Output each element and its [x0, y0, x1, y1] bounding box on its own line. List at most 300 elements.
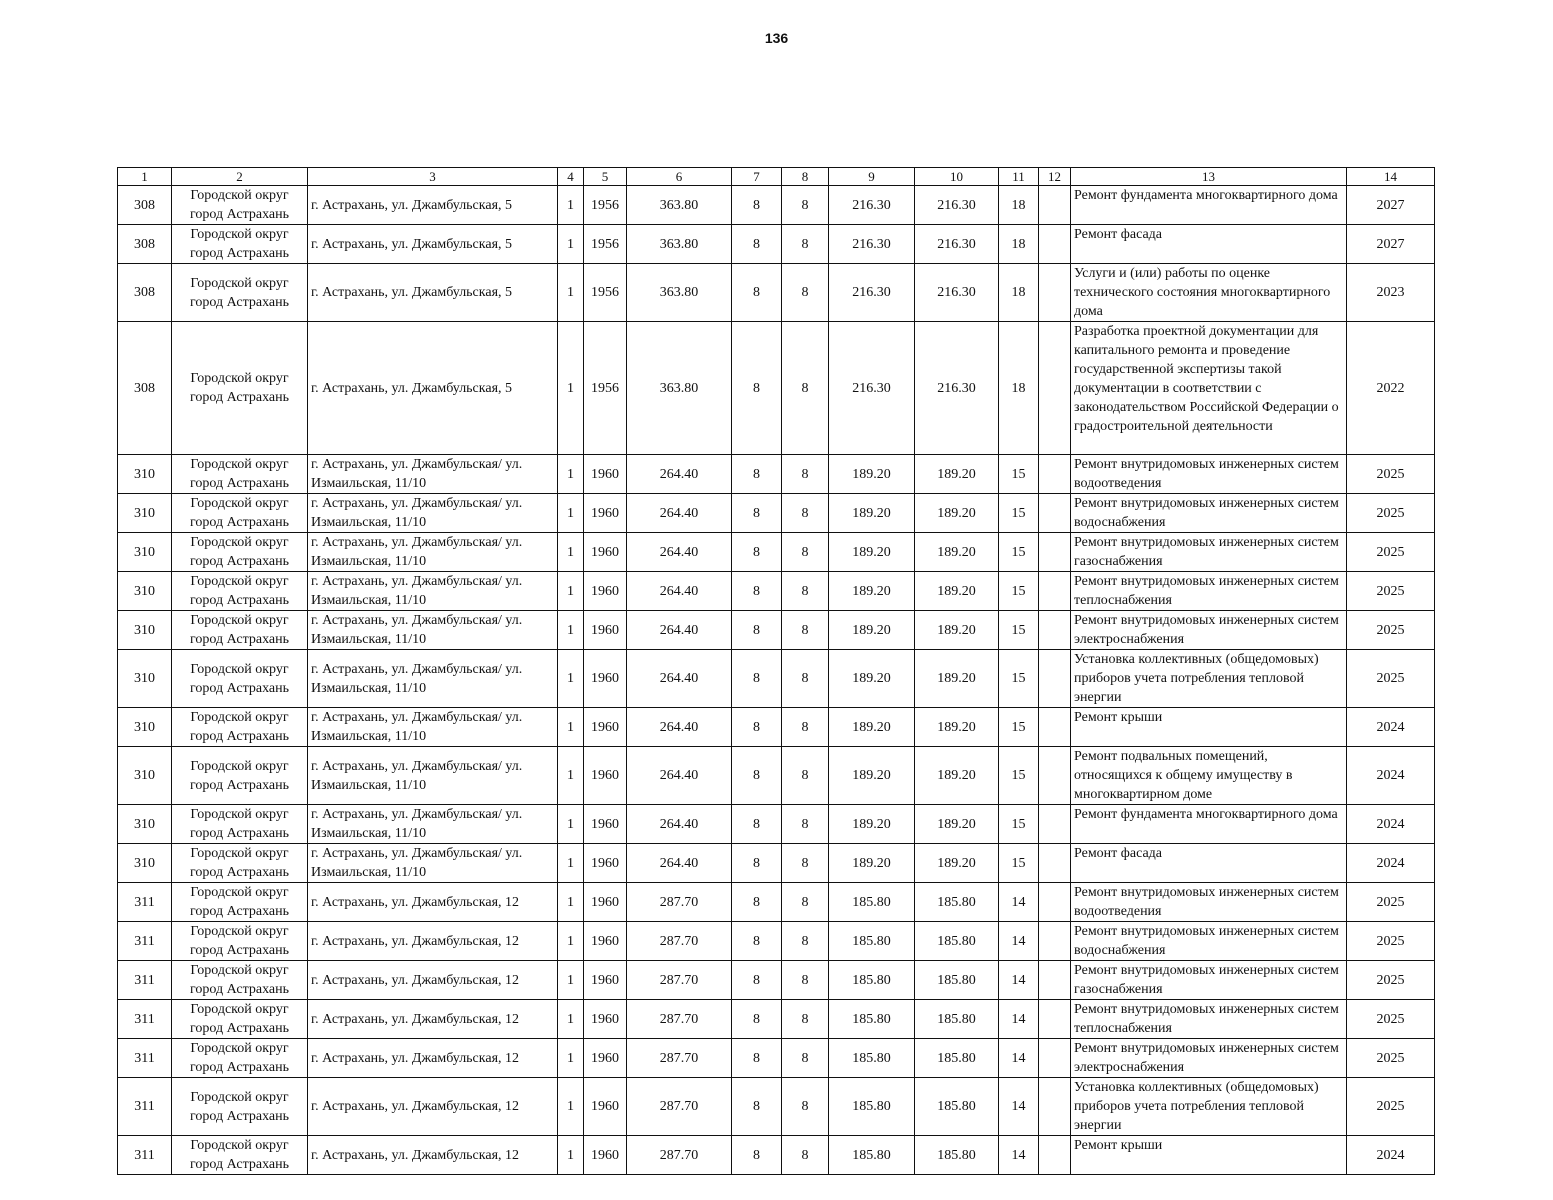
municipality-cell: Городской округ город Астрахань [172, 455, 308, 494]
row-number: 308 [118, 186, 172, 225]
col11-cell: 14 [999, 883, 1039, 922]
col8-cell: 8 [782, 1078, 829, 1136]
area-cell: 264.40 [627, 650, 732, 708]
col8-cell: 8 [782, 747, 829, 805]
year-built-cell: 1960 [584, 1136, 627, 1175]
col11-cell: 14 [999, 1136, 1039, 1175]
col12-cell [1039, 922, 1071, 961]
col9-cell: 189.20 [829, 844, 915, 883]
col11-cell: 15 [999, 747, 1039, 805]
col11-cell: 15 [999, 455, 1039, 494]
row-number: 311 [118, 1136, 172, 1175]
table-row [118, 186, 1435, 225]
col9-cell: 185.80 [829, 961, 915, 1000]
row-number: 310 [118, 650, 172, 708]
area-cell: 264.40 [627, 747, 732, 805]
address-cell: г. Астрахань, ул. Джамбульская, 12 [308, 1039, 558, 1078]
planned-year-cell: 2025 [1347, 572, 1435, 611]
col11-cell: 18 [999, 322, 1039, 455]
col11-cell: 15 [999, 708, 1039, 747]
area-cell: 287.70 [627, 1078, 732, 1136]
col8-cell: 8 [782, 494, 829, 533]
year-built-cell: 1960 [584, 708, 627, 747]
col7-cell: 8 [732, 844, 782, 883]
col10-cell: 185.80 [915, 1039, 999, 1078]
work-type-cell: Ремонт внутридомовых инженерных систем газоснабжения [1071, 961, 1347, 1000]
table-row [118, 805, 1435, 844]
table-row [118, 494, 1435, 533]
table-row [118, 961, 1435, 1000]
year-built-cell: 1960 [584, 455, 627, 494]
area-cell: 264.40 [627, 708, 732, 747]
area-cell: 287.70 [627, 1039, 732, 1078]
col4-cell: 1 [558, 572, 584, 611]
col12-cell [1039, 322, 1071, 455]
column-header-7: 7 [732, 168, 782, 186]
row-number: 310 [118, 611, 172, 650]
municipality-cell: Городской округ город Астрахань [172, 747, 308, 805]
col9-cell: 185.80 [829, 922, 915, 961]
row-number: 311 [118, 961, 172, 1000]
col9-cell: 189.20 [829, 650, 915, 708]
year-built-cell: 1960 [584, 747, 627, 805]
col11-cell: 15 [999, 844, 1039, 883]
column-header-6: 6 [627, 168, 732, 186]
planned-year-cell: 2027 [1347, 225, 1435, 264]
col4-cell: 1 [558, 805, 584, 844]
address-cell: г. Астрахань, ул. Джамбульская/ ул. Измаильская, 11/10 [308, 533, 558, 572]
table-row [118, 322, 1435, 455]
address-cell: г. Астрахань, ул. Джамбульская/ ул. Измаильская, 11/10 [308, 650, 558, 708]
col11-cell: 18 [999, 186, 1039, 225]
address-cell: г. Астрахань, ул. Джамбульская/ ул. Измаильская, 11/10 [308, 747, 558, 805]
col10-cell: 185.80 [915, 1136, 999, 1175]
col4-cell: 1 [558, 922, 584, 961]
planned-year-cell: 2025 [1347, 1000, 1435, 1039]
col7-cell: 8 [732, 708, 782, 747]
col9-cell: 185.80 [829, 1039, 915, 1078]
address-cell: г. Астрахань, ул. Джамбульская/ ул. Измаильская, 11/10 [308, 805, 558, 844]
column-header-1: 1 [118, 168, 172, 186]
address-cell: г. Астрахань, ул. Джамбульская, 12 [308, 1078, 558, 1136]
municipality-cell: Городской округ город Астрахань [172, 708, 308, 747]
work-type-cell: Ремонт внутридомовых инженерных систем электроснабжения [1071, 611, 1347, 650]
col10-cell: 189.20 [915, 533, 999, 572]
col7-cell: 8 [732, 264, 782, 322]
page-number: 136 [764, 30, 789, 46]
col12-cell [1039, 455, 1071, 494]
col11-cell: 14 [999, 922, 1039, 961]
header-row [118, 168, 1435, 186]
col8-cell: 8 [782, 650, 829, 708]
address-cell: г. Астрахань, ул. Джамбульская/ ул. Измаильская, 11/10 [308, 455, 558, 494]
col8-cell: 8 [782, 611, 829, 650]
col12-cell [1039, 1000, 1071, 1039]
area-cell: 264.40 [627, 611, 732, 650]
col10-cell: 189.20 [915, 494, 999, 533]
table-row [118, 747, 1435, 805]
work-type-cell: Ремонт внутридомовых инженерных систем водоснабжения [1071, 922, 1347, 961]
municipality-cell: Городской округ город Астрахань [172, 883, 308, 922]
col4-cell: 1 [558, 650, 584, 708]
col9-cell: 216.30 [829, 186, 915, 225]
col8-cell: 8 [782, 572, 829, 611]
table-row [118, 650, 1435, 708]
col9-cell: 185.80 [829, 1136, 915, 1175]
col7-cell: 8 [732, 533, 782, 572]
work-type-cell: Ремонт внутридомовых инженерных систем теплоснабжения [1071, 1000, 1347, 1039]
year-built-cell: 1956 [584, 186, 627, 225]
planned-year-cell: 2025 [1347, 922, 1435, 961]
col9-cell: 189.20 [829, 805, 915, 844]
table-row [118, 922, 1435, 961]
col7-cell: 8 [732, 650, 782, 708]
planned-year-cell: 2025 [1347, 883, 1435, 922]
col10-cell: 189.20 [915, 805, 999, 844]
table-row [118, 455, 1435, 494]
col11-cell: 15 [999, 650, 1039, 708]
col10-cell: 189.20 [915, 650, 999, 708]
area-cell: 264.40 [627, 533, 732, 572]
column-header-3: 3 [308, 168, 558, 186]
col4-cell: 1 [558, 494, 584, 533]
year-built-cell: 1960 [584, 1000, 627, 1039]
planned-year-cell: 2025 [1347, 1078, 1435, 1136]
column-header-13: 13 [1071, 168, 1347, 186]
col11-cell: 15 [999, 805, 1039, 844]
col7-cell: 8 [732, 805, 782, 844]
municipality-cell: Городской округ город Астрахань [172, 186, 308, 225]
col9-cell: 185.80 [829, 883, 915, 922]
col8-cell: 8 [782, 264, 829, 322]
municipality-cell: Городской округ город Астрахань [172, 264, 308, 322]
row-number: 308 [118, 264, 172, 322]
col4-cell: 1 [558, 747, 584, 805]
row-number: 311 [118, 883, 172, 922]
col9-cell: 189.20 [829, 747, 915, 805]
col11-cell: 15 [999, 572, 1039, 611]
table-row [118, 611, 1435, 650]
municipality-cell: Городской округ город Астрахань [172, 494, 308, 533]
col4-cell: 1 [558, 883, 584, 922]
year-built-cell: 1960 [584, 1039, 627, 1078]
area-cell: 287.70 [627, 883, 732, 922]
area-cell: 264.40 [627, 455, 732, 494]
address-cell: г. Астрахань, ул. Джамбульская, 5 [308, 186, 558, 225]
row-number: 311 [118, 1000, 172, 1039]
area-cell: 287.70 [627, 922, 732, 961]
col9-cell: 185.80 [829, 1000, 915, 1039]
column-header-11: 11 [999, 168, 1039, 186]
col4-cell: 1 [558, 225, 584, 264]
col4-cell: 1 [558, 1000, 584, 1039]
table-row [118, 1039, 1435, 1078]
col4-cell: 1 [558, 322, 584, 455]
col9-cell: 216.30 [829, 225, 915, 264]
col9-cell: 189.20 [829, 455, 915, 494]
municipality-cell: Городской округ город Астрахань [172, 611, 308, 650]
table-row [118, 264, 1435, 322]
municipality-cell: Городской округ город Астрахань [172, 922, 308, 961]
col10-cell: 216.30 [915, 264, 999, 322]
area-cell: 287.70 [627, 961, 732, 1000]
municipality-cell: Городской округ город Астрахань [172, 533, 308, 572]
col10-cell: 189.20 [915, 747, 999, 805]
col7-cell: 8 [732, 225, 782, 264]
area-cell: 264.40 [627, 572, 732, 611]
work-type-cell: Услуги и (или) работы по оценке технического состояния многоквартирного дома [1071, 264, 1347, 322]
col7-cell: 8 [732, 1039, 782, 1078]
address-cell: г. Астрахань, ул. Джамбульская/ ул. Измаильская, 11/10 [308, 708, 558, 747]
capital-repair-table [117, 167, 1435, 1175]
col12-cell [1039, 883, 1071, 922]
col12-cell [1039, 611, 1071, 650]
col10-cell: 185.80 [915, 1078, 999, 1136]
col8-cell: 8 [782, 533, 829, 572]
col10-cell: 189.20 [915, 708, 999, 747]
table-row [118, 883, 1435, 922]
col8-cell: 8 [782, 1000, 829, 1039]
col7-cell: 8 [732, 922, 782, 961]
col12-cell [1039, 961, 1071, 1000]
year-built-cell: 1956 [584, 225, 627, 264]
year-built-cell: 1960 [584, 1078, 627, 1136]
column-header-5: 5 [584, 168, 627, 186]
row-number: 310 [118, 805, 172, 844]
col12-cell [1039, 1136, 1071, 1175]
col4-cell: 1 [558, 961, 584, 1000]
address-cell: г. Астрахань, ул. Джамбульская, 12 [308, 922, 558, 961]
area-cell: 363.80 [627, 264, 732, 322]
work-type-cell: Ремонт внутридомовых инженерных систем теплоснабжения [1071, 572, 1347, 611]
planned-year-cell: 2025 [1347, 611, 1435, 650]
col4-cell: 1 [558, 455, 584, 494]
work-type-cell: Ремонт крыши [1071, 1136, 1347, 1175]
col7-cell: 8 [732, 747, 782, 805]
col7-cell: 8 [732, 1078, 782, 1136]
table-row [118, 572, 1435, 611]
col9-cell: 189.20 [829, 708, 915, 747]
col7-cell: 8 [732, 494, 782, 533]
col8-cell: 8 [782, 805, 829, 844]
col10-cell: 185.80 [915, 1000, 999, 1039]
col4-cell: 1 [558, 186, 584, 225]
planned-year-cell: 2027 [1347, 186, 1435, 225]
column-header-10: 10 [915, 168, 999, 186]
row-number: 311 [118, 922, 172, 961]
planned-year-cell: 2023 [1347, 264, 1435, 322]
year-built-cell: 1960 [584, 844, 627, 883]
year-built-cell: 1960 [584, 611, 627, 650]
work-type-cell: Ремонт внутридомовых инженерных систем водоснабжения [1071, 494, 1347, 533]
municipality-cell: Городской округ город Астрахань [172, 961, 308, 1000]
col12-cell [1039, 225, 1071, 264]
year-built-cell: 1956 [584, 322, 627, 455]
year-built-cell: 1960 [584, 805, 627, 844]
municipality-cell: Городской округ город Астрахань [172, 805, 308, 844]
col7-cell: 8 [732, 961, 782, 1000]
address-cell: г. Астрахань, ул. Джамбульская, 12 [308, 883, 558, 922]
col9-cell: 189.20 [829, 494, 915, 533]
table-row [118, 1136, 1435, 1175]
address-cell: г. Астрахань, ул. Джамбульская/ ул. Измаильская, 11/10 [308, 611, 558, 650]
col8-cell: 8 [782, 455, 829, 494]
col8-cell: 8 [782, 322, 829, 455]
col10-cell: 189.20 [915, 611, 999, 650]
col7-cell: 8 [732, 611, 782, 650]
row-number: 311 [118, 1039, 172, 1078]
table-row [118, 708, 1435, 747]
municipality-cell: Городской округ город Астрахань [172, 572, 308, 611]
area-cell: 264.40 [627, 494, 732, 533]
col8-cell: 8 [782, 844, 829, 883]
year-built-cell: 1956 [584, 264, 627, 322]
planned-year-cell: 2025 [1347, 455, 1435, 494]
planned-year-cell: 2025 [1347, 650, 1435, 708]
work-type-cell: Ремонт внутридомовых инженерных систем электроснабжения [1071, 1039, 1347, 1078]
area-cell: 363.80 [627, 322, 732, 455]
planned-year-cell: 2025 [1347, 533, 1435, 572]
planned-year-cell: 2024 [1347, 844, 1435, 883]
planned-year-cell: 2024 [1347, 747, 1435, 805]
year-built-cell: 1960 [584, 922, 627, 961]
col10-cell: 185.80 [915, 883, 999, 922]
planned-year-cell: 2025 [1347, 494, 1435, 533]
address-cell: г. Астрахань, ул. Джамбульская/ ул. Измаильская, 11/10 [308, 844, 558, 883]
address-cell: г. Астрахань, ул. Джамбульская, 12 [308, 1000, 558, 1039]
col11-cell: 14 [999, 961, 1039, 1000]
col7-cell: 8 [732, 883, 782, 922]
col8-cell: 8 [782, 708, 829, 747]
row-number: 310 [118, 494, 172, 533]
area-cell: 264.40 [627, 844, 732, 883]
col4-cell: 1 [558, 1136, 584, 1175]
col9-cell: 189.20 [829, 572, 915, 611]
area-cell: 264.40 [627, 805, 732, 844]
row-number: 310 [118, 533, 172, 572]
work-type-cell: Разработка проектной документации для капитального ремонта и проведение государственной экспертизы такой документации в соответствии с законодательством Российской Федерации о градостроительной деятельности [1071, 322, 1347, 455]
column-header-4: 4 [558, 168, 584, 186]
year-built-cell: 1960 [584, 533, 627, 572]
col11-cell: 18 [999, 264, 1039, 322]
municipality-cell: Городской округ город Астрахань [172, 1000, 308, 1039]
col8-cell: 8 [782, 186, 829, 225]
col10-cell: 216.30 [915, 186, 999, 225]
row-number: 310 [118, 747, 172, 805]
col9-cell: 189.20 [829, 533, 915, 572]
col4-cell: 1 [558, 533, 584, 572]
row-number: 310 [118, 455, 172, 494]
work-type-cell: Ремонт фундамента многоквартирного дома [1071, 186, 1347, 225]
col11-cell: 15 [999, 533, 1039, 572]
col7-cell: 8 [732, 455, 782, 494]
year-built-cell: 1960 [584, 572, 627, 611]
col12-cell [1039, 186, 1071, 225]
table-row [118, 1000, 1435, 1039]
col11-cell: 18 [999, 225, 1039, 264]
column-header-8: 8 [782, 168, 829, 186]
col7-cell: 8 [732, 186, 782, 225]
col10-cell: 189.20 [915, 455, 999, 494]
col12-cell [1039, 650, 1071, 708]
col12-cell [1039, 533, 1071, 572]
col11-cell: 15 [999, 611, 1039, 650]
col10-cell: 216.30 [915, 225, 999, 264]
col12-cell [1039, 708, 1071, 747]
col10-cell: 185.80 [915, 961, 999, 1000]
col8-cell: 8 [782, 961, 829, 1000]
row-number: 310 [118, 572, 172, 611]
address-cell: г. Астрахань, ул. Джамбульская/ ул. Измаильская, 11/10 [308, 572, 558, 611]
table-row [118, 225, 1435, 264]
address-cell: г. Астрахань, ул. Джамбульская, 12 [308, 961, 558, 1000]
table-row [118, 844, 1435, 883]
col7-cell: 8 [732, 322, 782, 455]
row-number: 310 [118, 708, 172, 747]
municipality-cell: Городской округ город Астрахань [172, 1078, 308, 1136]
address-cell: г. Астрахань, ул. Джамбульская, 5 [308, 225, 558, 264]
municipality-cell: Городской округ город Астрахань [172, 844, 308, 883]
col12-cell [1039, 747, 1071, 805]
col11-cell: 14 [999, 1000, 1039, 1039]
year-built-cell: 1960 [584, 883, 627, 922]
work-type-cell: Установка коллективных (общедомовых) приборов учета потребления тепловой энергии [1071, 650, 1347, 708]
col8-cell: 8 [782, 883, 829, 922]
col12-cell [1039, 572, 1071, 611]
municipality-cell: Городской округ город Астрахань [172, 1136, 308, 1175]
col4-cell: 1 [558, 1039, 584, 1078]
table-body [118, 186, 1435, 1175]
work-type-cell: Ремонт внутридомовых инженерных систем водоотведения [1071, 883, 1347, 922]
municipality-cell: Городской округ город Астрахань [172, 1039, 308, 1078]
planned-year-cell: 2025 [1347, 1039, 1435, 1078]
col12-cell [1039, 844, 1071, 883]
row-number: 308 [118, 225, 172, 264]
col9-cell: 189.20 [829, 611, 915, 650]
work-type-cell: Установка коллективных (общедомовых) приборов учета потребления тепловой энергии [1071, 1078, 1347, 1136]
column-header-2: 2 [172, 168, 308, 186]
col10-cell: 216.30 [915, 322, 999, 455]
col12-cell [1039, 264, 1071, 322]
area-cell: 287.70 [627, 1136, 732, 1175]
planned-year-cell: 2024 [1347, 1136, 1435, 1175]
col12-cell [1039, 805, 1071, 844]
col9-cell: 185.80 [829, 1078, 915, 1136]
address-cell: г. Астрахань, ул. Джамбульская, 12 [308, 1136, 558, 1175]
col8-cell: 8 [782, 922, 829, 961]
work-type-cell: Ремонт крыши [1071, 708, 1347, 747]
col8-cell: 8 [782, 225, 829, 264]
address-cell: г. Астрахань, ул. Джамбульская, 5 [308, 264, 558, 322]
area-cell: 363.80 [627, 186, 732, 225]
column-header-9: 9 [829, 168, 915, 186]
col10-cell: 189.20 [915, 844, 999, 883]
col4-cell: 1 [558, 708, 584, 747]
col9-cell: 216.30 [829, 322, 915, 455]
col4-cell: 1 [558, 264, 584, 322]
row-number: 308 [118, 322, 172, 455]
year-built-cell: 1960 [584, 494, 627, 533]
table-row [118, 1078, 1435, 1136]
col4-cell: 1 [558, 611, 584, 650]
col10-cell: 189.20 [915, 572, 999, 611]
municipality-cell: Городской округ город Астрахань [172, 225, 308, 264]
work-type-cell: Ремонт внутридомовых инженерных систем газоснабжения [1071, 533, 1347, 572]
address-cell: г. Астрахань, ул. Джамбульская, 5 [308, 322, 558, 455]
col8-cell: 8 [782, 1136, 829, 1175]
work-type-cell: Ремонт фасада [1071, 844, 1347, 883]
col11-cell: 15 [999, 494, 1039, 533]
